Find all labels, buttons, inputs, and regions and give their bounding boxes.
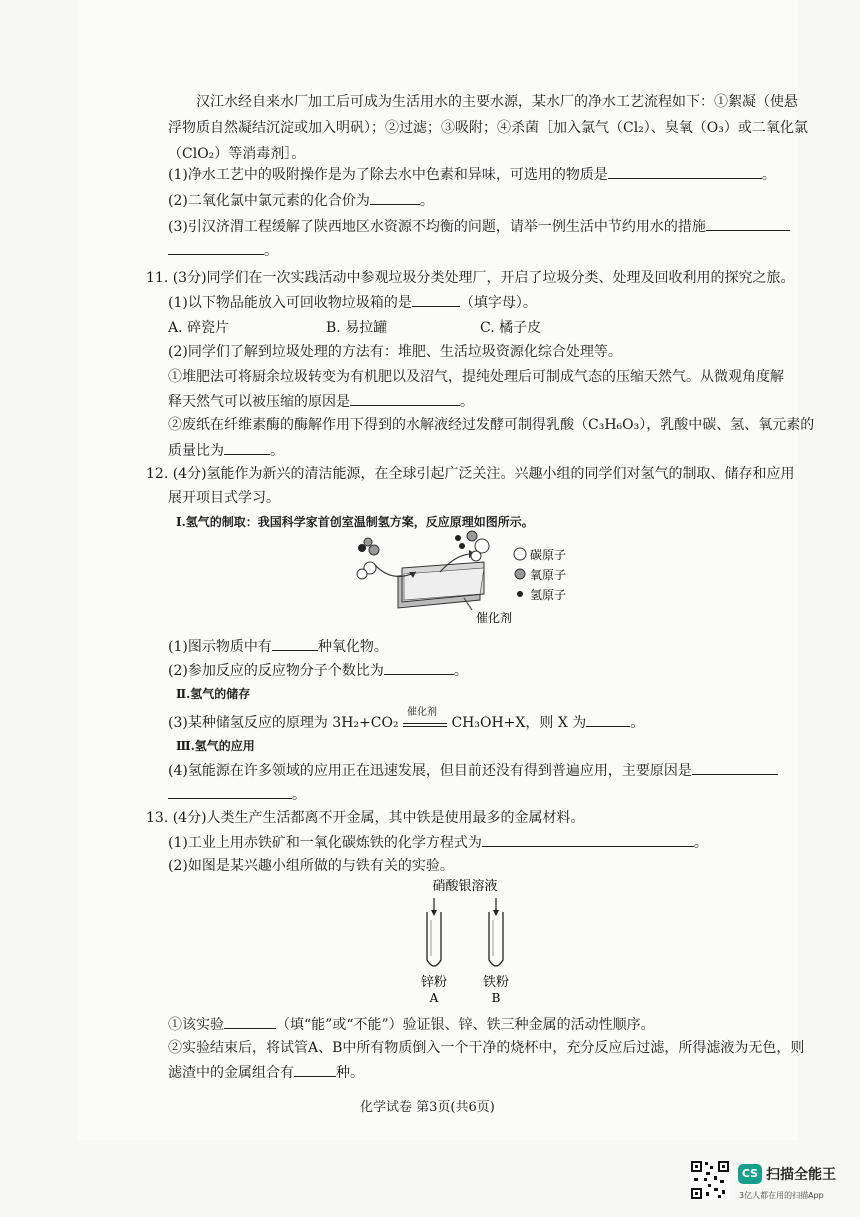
q10-part1 — [168, 164, 776, 185]
q13-part1-end: 。 — [693, 835, 708, 851]
q12-part2-blank[interactable] — [384, 660, 454, 675]
qr-code-icon — [690, 1160, 730, 1200]
q11-sub1-line2 — [168, 391, 474, 412]
q12-part4-blank-b[interactable] — [168, 784, 292, 799]
page-footer: 化学试卷 第3页(共6页) — [360, 1100, 495, 1115]
q12-section1: Ⅰ.氢气的制取：我国科学家首创室温制氢方案，反应原理如图所示。 — [176, 515, 534, 529]
q11-sub2-text: 质量比为 — [168, 443, 224, 459]
q10-part1-blank[interactable] — [608, 164, 762, 179]
legend-hydrogen-label: 氢原子 — [530, 588, 567, 602]
q12-head-line1: 12. (4分)氢能作为新兴的清洁能源，在全球引起广泛关注。兴趣小组的同学们对氢气的制取、储存和应用 — [146, 466, 795, 482]
q13-part1-text: (1)工业上用赤铁矿和一氧化碳炼铁的化学方程式为 — [168, 835, 482, 851]
legend-hydrogen-icon — [517, 591, 523, 597]
q12-part4-end: 。 — [292, 787, 306, 803]
q10-part3-end: 。 — [264, 243, 278, 259]
q11-option-b: B. 易拉罐 — [326, 320, 388, 336]
q10-part2-blank[interactable] — [370, 190, 420, 205]
reaction-condition: 催化剂 — [407, 707, 437, 718]
hydrogen-atom — [459, 543, 465, 549]
q13-sub2-end: 种。 — [336, 1065, 364, 1081]
q13-sub1-blank[interactable] — [224, 1014, 276, 1029]
q12-part2-end: 。 — [453, 663, 468, 679]
hydrogen-atom — [455, 535, 461, 541]
q13-part2: (2)如图是某兴趣小组所做的与铁有关的实验。 — [168, 858, 454, 874]
q12-part4 — [168, 760, 778, 781]
q11-sub1-text: 释天然气可以被压缩的原因是 — [168, 394, 350, 410]
q13-sub2-line1: ②实验结束后，将试管A、B中所有物质倒入一个干净的烧杯中，充分反应后过滤，所得滤液为无色，则 — [168, 1040, 805, 1056]
solution-label: 硝酸银溶液 — [432, 879, 498, 894]
q12-part3-text2: CH₃OH+X，则 X 为 — [451, 715, 587, 731]
q10-part3-line2 — [168, 240, 278, 261]
oxygen-atom — [467, 531, 477, 541]
q10-intro-line3: （ClO₂）等消毒剂］。 — [168, 146, 306, 162]
q12-section2: Ⅱ.氢气的储存 — [176, 687, 251, 701]
legend-oxygen-label: 氧原子 — [530, 568, 567, 582]
camscanner-logo: CS — [738, 1164, 762, 1184]
q10-part3-blank-a[interactable] — [706, 216, 790, 231]
tube-a-reagent: 锌粉 — [420, 975, 448, 990]
q12-section3: Ⅲ.氢气的应用 — [176, 739, 255, 753]
q11-part1 — [168, 292, 537, 313]
q13-sub1 — [168, 1014, 655, 1035]
q13-sub1-text: ①该实验 — [168, 1017, 224, 1033]
catalyst-label: 催化剂 — [476, 611, 513, 625]
tube-a — [427, 898, 441, 966]
q12-part1-end: 种氧化物。 — [317, 639, 388, 655]
camscanner-name: 扫描全能王 — [766, 1167, 836, 1183]
q12-part3 — [168, 707, 645, 733]
legend-carbon-label: 碳原子 — [530, 548, 567, 562]
q11-option-a: A. 碎瓷片 — [168, 320, 230, 336]
q13-part1-blank[interactable] — [482, 832, 694, 847]
camscanner-tagline: 3亿人都在用的扫描App — [739, 1191, 824, 1200]
q10-intro-line1: 汉江水经自来水厂加工后可成为生活用水的主要水源，某水厂的净水工艺流程如下：①絮凝（使悬 — [196, 94, 798, 110]
hydrogen-atom — [358, 544, 366, 552]
q13-head: 13. (4分)人类生产生活都离不开金属，其中铁是使用最多的金属材料。 — [146, 810, 585, 826]
q12-part4-line2 — [168, 784, 306, 805]
q10-part3-blank-b[interactable] — [168, 240, 264, 255]
q10-part3 — [168, 216, 790, 237]
q12-part3-text: (3)某种储氢反应的原理为 3H₂+CO₂ — [168, 715, 399, 731]
catalyst-plate — [398, 562, 484, 608]
q12-part3-blank[interactable] — [586, 712, 630, 727]
q12-part1 — [168, 636, 388, 657]
q12-part4-blank-a[interactable] — [692, 760, 778, 775]
q13-part1 — [168, 832, 708, 853]
q11-sub2-line2 — [168, 440, 284, 461]
q12-head-line2: 展开项目式学习。 — [168, 490, 280, 506]
tube-a-label: A — [429, 991, 439, 1005]
legend-carbon-icon — [514, 548, 526, 560]
q11-sub1-end: 。 — [460, 394, 474, 410]
q13-sub2-line2 — [168, 1062, 364, 1083]
carbon-atom — [471, 551, 481, 561]
q11-sub1-line1: ①堆肥法可将厨余垃圾转变为有机肥以及沼气，提纯处理后可制成气态的压缩天然气。从微观角度解 — [168, 369, 784, 385]
q11-sub2-end: 。 — [270, 443, 284, 459]
q13-sub1-text2: （填“能”或“不能”）验证银、锌、铁三种金属的活动性顺序。 — [276, 1017, 655, 1033]
q10-part2 — [168, 190, 434, 211]
q10-part3-text: (3)引汉济渭工程缓解了陕西地区水资源不均衡的问题，请举一例生活中节约用水的措施 — [168, 219, 706, 235]
q12-part2-text: (2)参加反应的反应物分子个数比为 — [168, 663, 384, 679]
q12-part1-blank[interactable] — [272, 636, 318, 651]
drop-arrow-a — [431, 910, 437, 916]
q11-part1-text: (1)以下物品能放入可回收物垃圾箱的是 — [168, 295, 412, 311]
q10-part1-text: (1)净水工艺中的吸附操作是为了除去水中色素和异味，可选用的物质是 — [168, 167, 608, 183]
q12-part3-end: 。 — [630, 715, 645, 731]
equals-sign — [403, 723, 447, 727]
reaction-arrow — [403, 707, 447, 727]
reaction-diagram — [340, 528, 600, 632]
q10-intro-line2: 浮物质自然凝结沉淀或加入明矾）；②过滤；③吸附；④杀菌［加入氯气（Cl₂）、臭氧（O₃）或二氧化氯 — [168, 120, 808, 136]
q11-option-c: C. 橘子皮 — [480, 320, 542, 336]
q11-part1-hint: （填字母）。 — [459, 295, 537, 311]
q12-part4-text: (4)氢能源在许多领域的应用正在迅速发展，但目前还没有得到普遍应用，主要原因是 — [168, 763, 692, 779]
q11-sub1-blank[interactable] — [350, 391, 460, 406]
oxygen-atom — [364, 538, 372, 546]
oxygen-atom — [369, 545, 379, 555]
q12-part2 — [168, 660, 468, 681]
carbon-atom — [357, 569, 367, 579]
q10-part1-end: 。 — [761, 167, 776, 183]
q11-part1-blank[interactable] — [412, 292, 460, 307]
tube-b-label: B — [491, 991, 501, 1005]
q11-sub2-blank[interactable] — [224, 440, 270, 455]
tube-b-reagent: 铁粉 — [482, 975, 510, 990]
q11-part2: (2)同学们了解到垃圾处理的方法有：堆肥、生活垃圾资源化综合处理等。 — [168, 344, 622, 360]
tube-b — [489, 898, 503, 966]
q11-head: 11. (3分)同学们在一次实践活动中参观垃圾分类处理厂，开启了垃圾分类、处理及回收利用的探究之旅。 — [146, 270, 795, 286]
q11-sub2-line1: ②废纸在纤维素酶的酶解作用下得到的水解液经过发酵可制得乳酸（C₃H₆O₃），乳酸中碳、氢、氧元素的 — [168, 417, 815, 433]
q10-part2-text: (2)二氧化氯中氯元素的化合价为 — [168, 193, 370, 209]
q13-sub2-text: 滤渣中的金属组合有 — [168, 1065, 294, 1081]
test-tube-diagram — [400, 876, 530, 1006]
q13-sub2-blank[interactable] — [294, 1062, 336, 1077]
q10-part2-end: 。 — [419, 193, 434, 209]
q12-part1-text: (1)图示物质中有 — [168, 639, 272, 655]
drop-arrow-b — [493, 910, 499, 916]
legend-oxygen-icon — [515, 569, 525, 579]
